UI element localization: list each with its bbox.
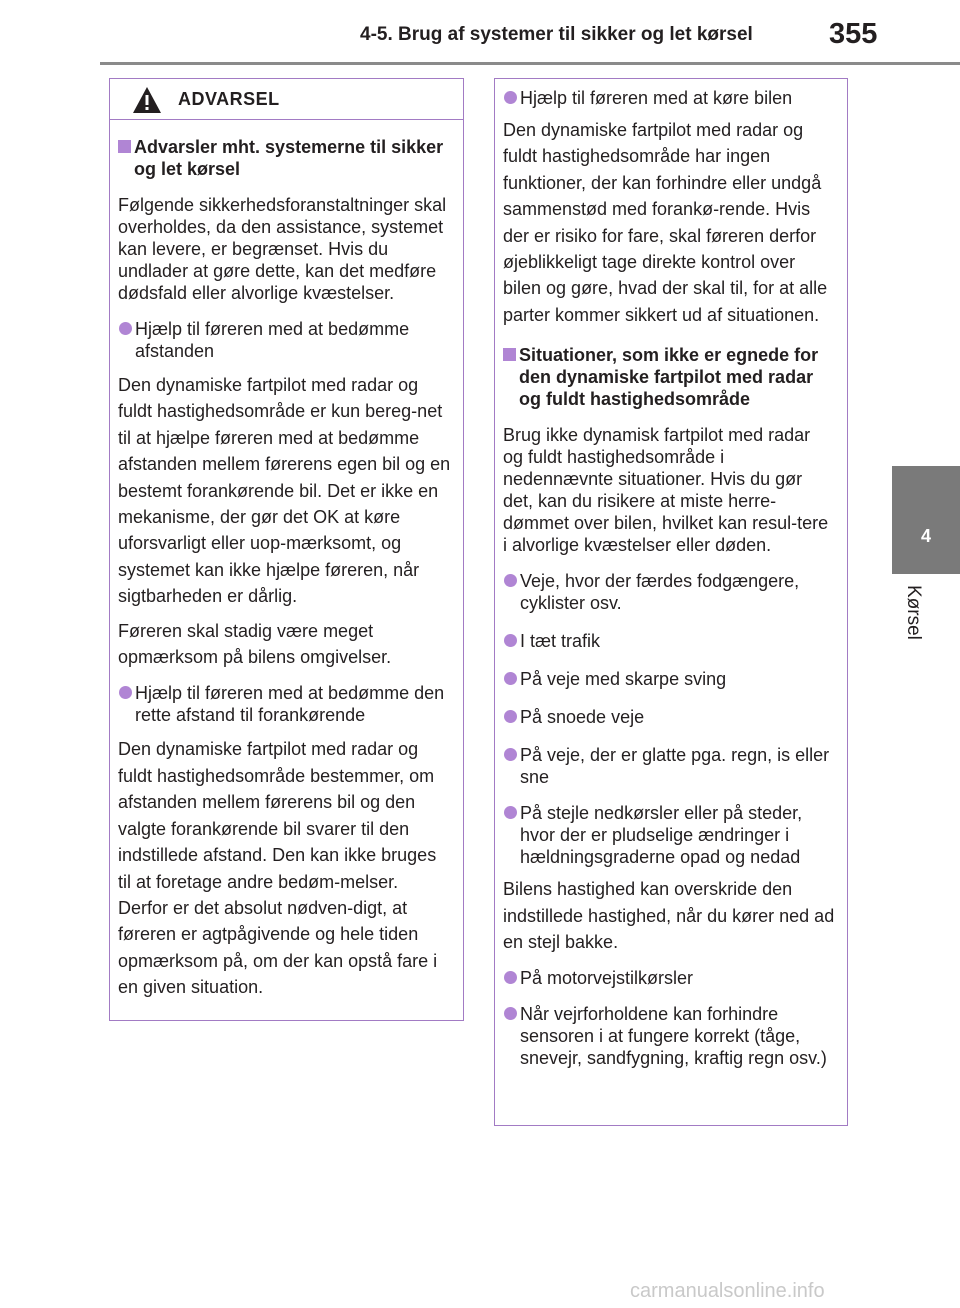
situation-item-text: Veje, hvor der færdes fodgængere, cyklister osv. <box>520 571 800 614</box>
situation-item-text: På motorvejstilkørsler <box>520 968 694 989</box>
warning-bullet-text: Hjælp til føreren med at bedømme afstanden <box>135 319 410 361</box>
warning-paragraph: Føreren skal stadig være meget opmærksom på bilens omgivelser. <box>118 620 392 668</box>
circle-bullet-icon <box>504 806 517 819</box>
square-bullet-icon <box>503 348 516 361</box>
warning-title: ADVARSEL <box>178 89 280 109</box>
situation-item <box>503 706 835 728</box>
situation-item-text: På veje, der er glatte pga. regn, is eller sne <box>520 745 830 788</box>
warning-bullet <box>118 682 451 726</box>
situation-item <box>503 802 835 868</box>
situation-item <box>503 744 835 788</box>
page-number: 355 <box>829 18 878 50</box>
circle-bullet-icon <box>504 971 517 984</box>
situation-item-text: På stejle nedkørsler eller på steder, hvor der er pludselige ændringer i hældningsgraderne opad og nedad <box>520 803 803 868</box>
circle-bullet-icon <box>504 574 517 587</box>
situations-heading-text: Situationer, som ikke er egnede for den dynamiske fartpilot med radar og fuldt hastighedsområde <box>519 345 819 410</box>
continued-paragraph: Den dynamiske fartpilot med radar og fuldt hastighedsområde har ingen funktioner, der kan forhindre eller undgå sammenstød med forankø-rende. Hvis der er risiko for fare, skal føreren derfor øjeblikkeligt tage direkte kontrol over bilen og gøre, hvad der skal til, for at alle parter kommer sikkert ud af situationen. <box>503 120 828 325</box>
chapter-number: 4 <box>920 526 931 546</box>
circle-bullet-icon <box>504 1007 517 1020</box>
header-rule <box>100 62 960 65</box>
chapter-tab[interactable] <box>892 466 960 574</box>
warning-bullet <box>118 318 451 362</box>
circle-bullet-icon <box>504 672 517 685</box>
warning-header <box>110 79 463 120</box>
circle-bullet-icon <box>504 710 517 723</box>
situation-item <box>503 967 835 989</box>
circle-bullet-icon <box>119 686 132 699</box>
situations-note: Bilens hastighed kan overskride den indstillede hastighed, når du kører ned ad en stejl bakke. <box>503 879 835 953</box>
situations-heading <box>503 344 835 410</box>
warning-triangle-icon <box>132 86 162 114</box>
warning-content <box>110 120 463 1001</box>
situation-item-text: I tæt trafik <box>520 631 601 652</box>
warning-paragraph: Den dynamiske fartpilot med radar og fuldt hastighedsområde bestemmer, om afstanden mellem førerens bil og den valgte forankørende bil svarer til den indstillede afstand. Den kan ikke bruges til at foretage andre bedøm-melser. Derfor er det absolut nødven-digt, at føreren er agtpågivende og hele tiden opmærksom på, om der kan opstå fare i en given situation. <box>118 739 438 998</box>
warning-box-continued <box>494 78 848 1126</box>
warning-bullet-text: Hjælp til føreren med at bedømme den rette afstand til forankørende <box>135 683 445 726</box>
continued-bullet <box>503 87 835 109</box>
situation-item-text: På veje med skarpe sving <box>520 669 727 690</box>
circle-bullet-icon <box>504 748 517 761</box>
warning-box <box>109 78 464 1021</box>
situations-intro: Brug ikke dynamisk fartpilot med radar og fuldt hastighedsområde i nedennævnte situationer. Hvis du gør det, kan du risikere at miste herre-dømmet over bilen, hvilket kan resul-tere i alvorlige kvæstelser eller døden. <box>503 425 829 556</box>
continued-content <box>495 87 847 1069</box>
situation-item <box>503 630 835 652</box>
chapter-label: Kørsel <box>903 585 924 640</box>
warning-paragraph: Den dynamiske fartpilot med radar og fuldt hastighedsområde er kun bereg-net til at hjælpe føreren med at bedømme afstanden mellem førerens egen bil og en bestemt forankørende bil. Det er ikke en mekanisme, der gør det OK at køre uforsvarligt eller uop-mærksomt, og systemet kan ikke hjælpe føreren, når sigtbarheden er dårlig. <box>118 375 451 607</box>
page-header-title: 4-5. Brug af systemer til sikker og let kørsel <box>360 24 753 45</box>
square-bullet-icon <box>118 140 131 153</box>
warning-heading <box>118 136 451 180</box>
circle-bullet-icon <box>504 91 517 104</box>
watermark: carmanualsonline.info <box>630 1280 825 1302</box>
circle-bullet-icon <box>504 634 517 647</box>
situation-item-text: På snoede veje <box>520 707 645 728</box>
situation-item <box>503 570 835 614</box>
warning-intro: Følgende sikkerhedsforanstaltninger skal overholdes, da den assistance, systemet kan levere, er begrænset. Hvis du undlader at gøre dette, kan det medføre dødsfald eller alvorlige kvæstelser. <box>118 195 447 303</box>
situation-item <box>503 1003 835 1069</box>
circle-bullet-icon <box>119 322 132 335</box>
situation-item <box>503 668 835 690</box>
continued-bullet-text: Hjælp til føreren med at køre bilen <box>520 88 793 108</box>
situation-item-text: Når vejrforholdene kan forhindre sensoren i at fungere korrekt (tåge, snevejr, sandfygning, kraftig regn osv.) <box>520 1004 827 1069</box>
warning-heading-text: Advarsler mht. systemerne til sikker og let kørsel <box>134 137 444 179</box>
